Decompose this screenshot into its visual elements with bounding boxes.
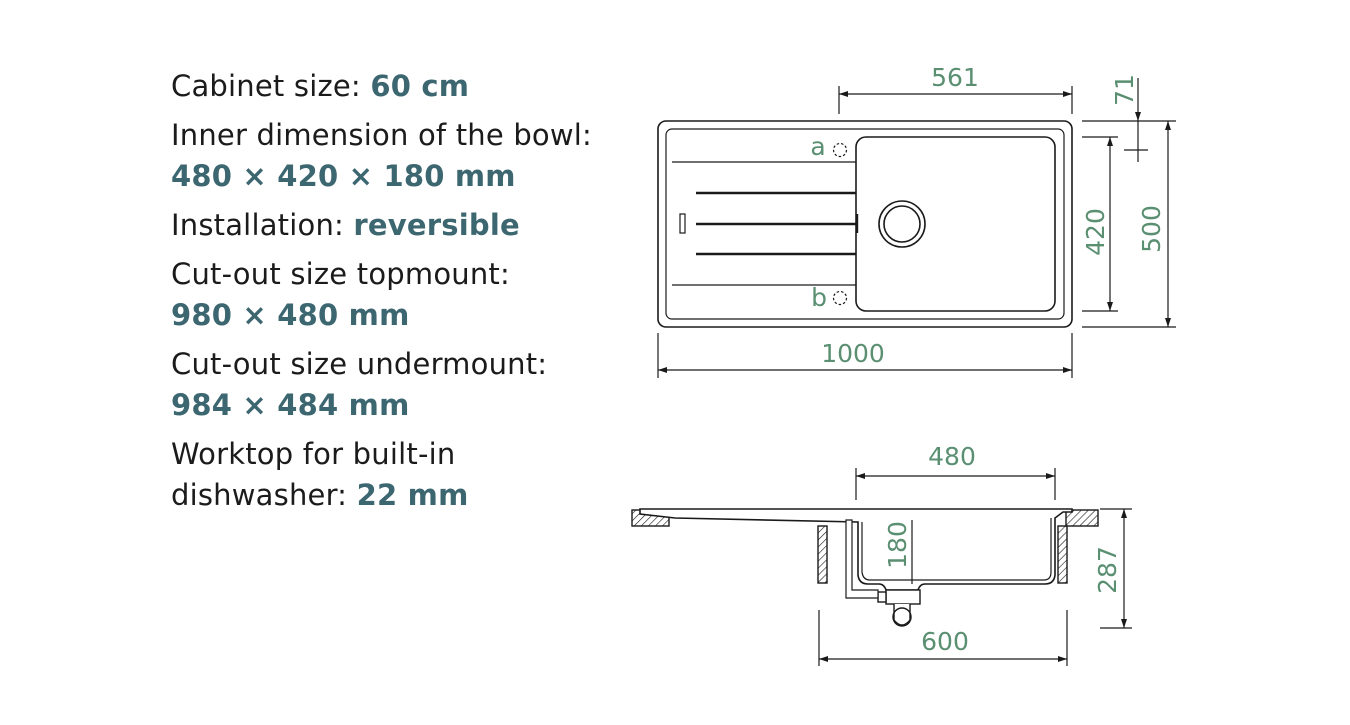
topmount-value: 980 × 480 mm bbox=[171, 298, 410, 332]
worktop-label-line2: dishwasher: bbox=[171, 478, 348, 512]
cabinet-wall-left bbox=[818, 526, 827, 583]
dim-bowl-depth: 420 bbox=[1081, 208, 1110, 256]
bowl-outline bbox=[856, 137, 1055, 311]
tap-hole-a-icon bbox=[834, 144, 847, 157]
dim-bowl-width: 561 bbox=[931, 63, 979, 92]
worktop-label-line1: Worktop for built-in bbox=[171, 437, 456, 471]
sink-body-profile bbox=[640, 509, 1072, 590]
waste-nut bbox=[878, 592, 886, 602]
overflow-mark bbox=[680, 214, 685, 233]
tap-hole-a-label: a bbox=[810, 132, 826, 161]
side-view bbox=[632, 509, 1098, 626]
installation-label: Installation: bbox=[171, 208, 344, 242]
cabinet-wall-right bbox=[1058, 526, 1067, 583]
bowl-dimension-label: Inner dimension of the bowl: bbox=[171, 118, 593, 152]
tap-hole-b-label: b bbox=[811, 283, 827, 312]
trap-outlet bbox=[894, 604, 910, 625]
tap-hole-b-icon bbox=[834, 292, 847, 305]
dim-offset: 71 bbox=[1110, 74, 1139, 106]
undermount-value: 984 × 484 mm bbox=[171, 388, 410, 422]
installation-value: reversible bbox=[353, 208, 520, 242]
dim-bowl-height: 180 bbox=[883, 521, 912, 569]
top-view bbox=[658, 121, 1072, 327]
dim-inner-width: 480 bbox=[928, 442, 976, 471]
drain-inner-ring bbox=[884, 206, 920, 242]
undermount-label: Cut-out size undermount: bbox=[171, 347, 548, 381]
cabinet-size-label: Cabinet size: bbox=[171, 69, 361, 103]
dim-total-width: 1000 bbox=[821, 339, 885, 368]
dim-total-height: 287 bbox=[1093, 546, 1122, 594]
topmount-label: Cut-out size topmount: bbox=[171, 257, 510, 291]
waste-fitting bbox=[886, 590, 920, 604]
cabinet-size-value: 60 cm bbox=[370, 69, 470, 103]
dim-cabinet-width: 600 bbox=[921, 627, 969, 656]
worktop-value: 22 mm bbox=[356, 478, 469, 512]
bowl-dimension-value: 480 × 420 × 180 mm bbox=[171, 159, 516, 193]
dim-depth: 500 bbox=[1137, 205, 1166, 253]
drain-outer-ring bbox=[879, 201, 925, 247]
